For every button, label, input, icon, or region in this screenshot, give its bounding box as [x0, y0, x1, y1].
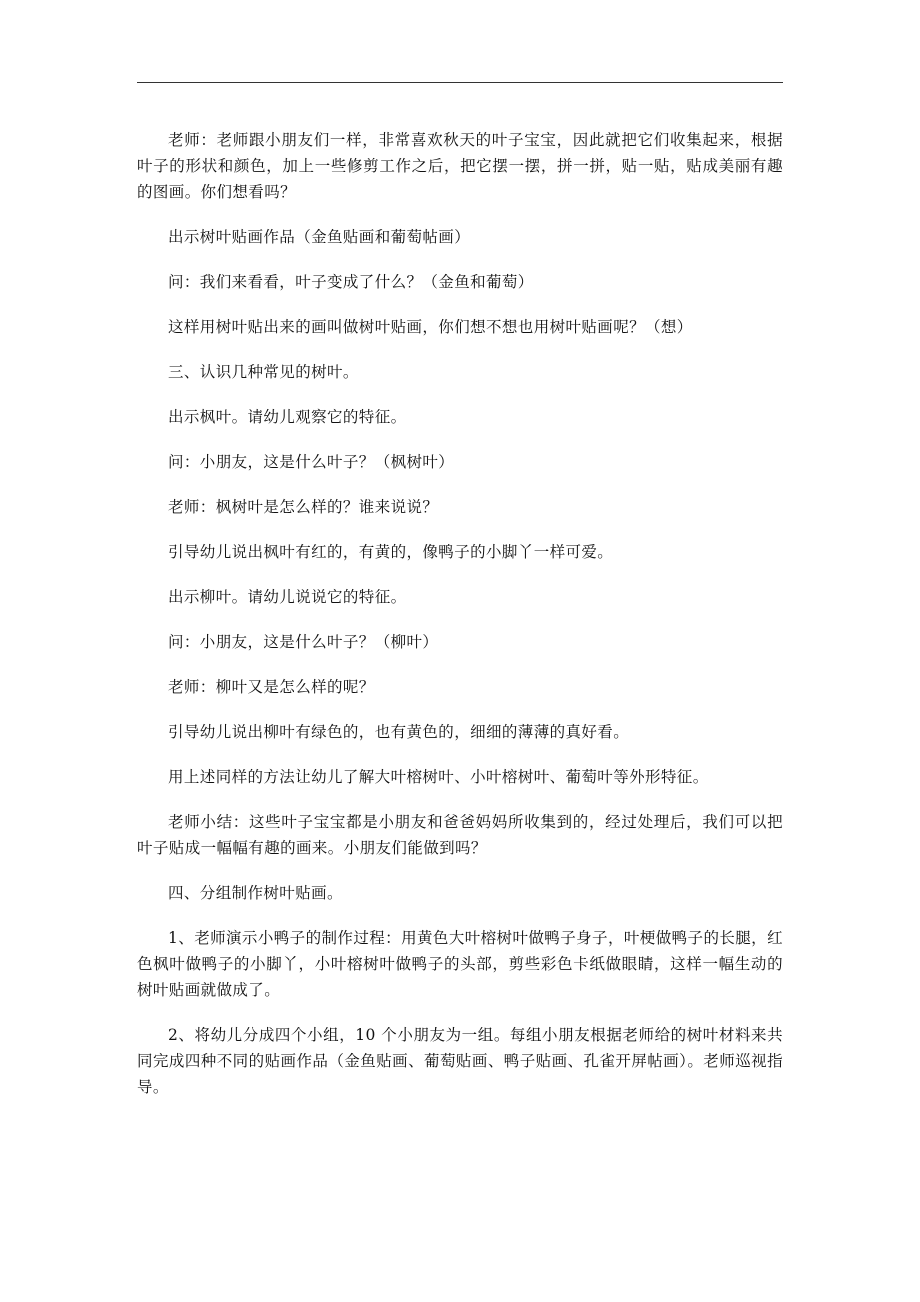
paragraph-15: 老师小结：这些叶子宝宝都是小朋友和爸爸妈妈所收集到的，经过处理后，我们可以把叶子贴成一幅幅有趣的画来。小朋友们能做到吗？	[137, 813, 783, 857]
paragraph-2: 出示树叶贴画作品（金鱼贴画和葡萄帖画）	[168, 228, 471, 246]
paragraph-9: 引导幼儿说出枫叶有红的，有黄的，像鸭子的小脚丫一样可爱。	[168, 543, 614, 561]
paragraph-1: 老师：老师跟小朋友们一样，非常喜欢秋天的叶子宝宝，因此就把它们收集起来，根据叶子的形状和颜色，加上一些修剪工作之后，把它摆一摆，拼一拼，贴一贴，贴成美丽有趣的图画。你们想看吗？	[137, 131, 783, 201]
paragraph-14: 用上述同样的方法让幼儿了解大叶榕树叶、小叶榕树叶、葡萄叶等外形特征。	[168, 768, 709, 786]
paragraph-17: 1、老师演示小鸭子的制作过程：用黄色大叶榕树叶做鸭子身子，叶梗做鸭子的长腿，红色枫叶做鸭子的小脚丫，小叶榕树叶做鸭子的头部，剪些彩色卡纸做眼睛，这样一幅生动的树叶贴画就做成了。	[137, 929, 783, 999]
paragraph-4: 这样用树叶贴出来的画叫做树叶贴画，你们想不想也用树叶贴画呢？（想）	[168, 318, 693, 336]
document-body	[137, 127, 783, 1119]
section-heading-4: 四、分组制作树叶贴画。	[168, 884, 343, 902]
paragraph-10: 出示柳叶。请幼儿说说它的特征。	[168, 588, 407, 606]
paragraph-6: 出示枫叶。请幼儿观察它的特征。	[168, 408, 407, 426]
paragraph-11: 问：小朋友，这是什么叶子？（柳叶）	[168, 633, 439, 651]
header-rule	[137, 82, 783, 83]
paragraph-7: 问：小朋友，这是什么叶子？（枫树叶）	[168, 453, 455, 471]
paragraph-13: 引导幼儿说出柳叶有绿色的，也有黄色的，细细的薄薄的真好看。	[168, 723, 630, 741]
paragraph-3: 问：我们来看看，叶子变成了什么？（金鱼和葡萄）	[168, 273, 534, 291]
paragraph-18: 2、将幼儿分成四个小组，10 个小朋友为一组。每组小朋友根据老师给的树叶材料来共同完成四种不同的贴画作品（金鱼贴画、葡萄贴画、鸭子贴画、孔雀开屏帖画）。老师巡视指导。	[137, 1026, 783, 1096]
paragraph-8: 老师：枫树叶是怎么样的？谁来说说？	[168, 498, 439, 516]
paragraph-12: 老师：柳叶又是怎么样的呢？	[168, 678, 375, 696]
section-heading-3: 三、认识几种常见的树叶。	[168, 363, 359, 381]
